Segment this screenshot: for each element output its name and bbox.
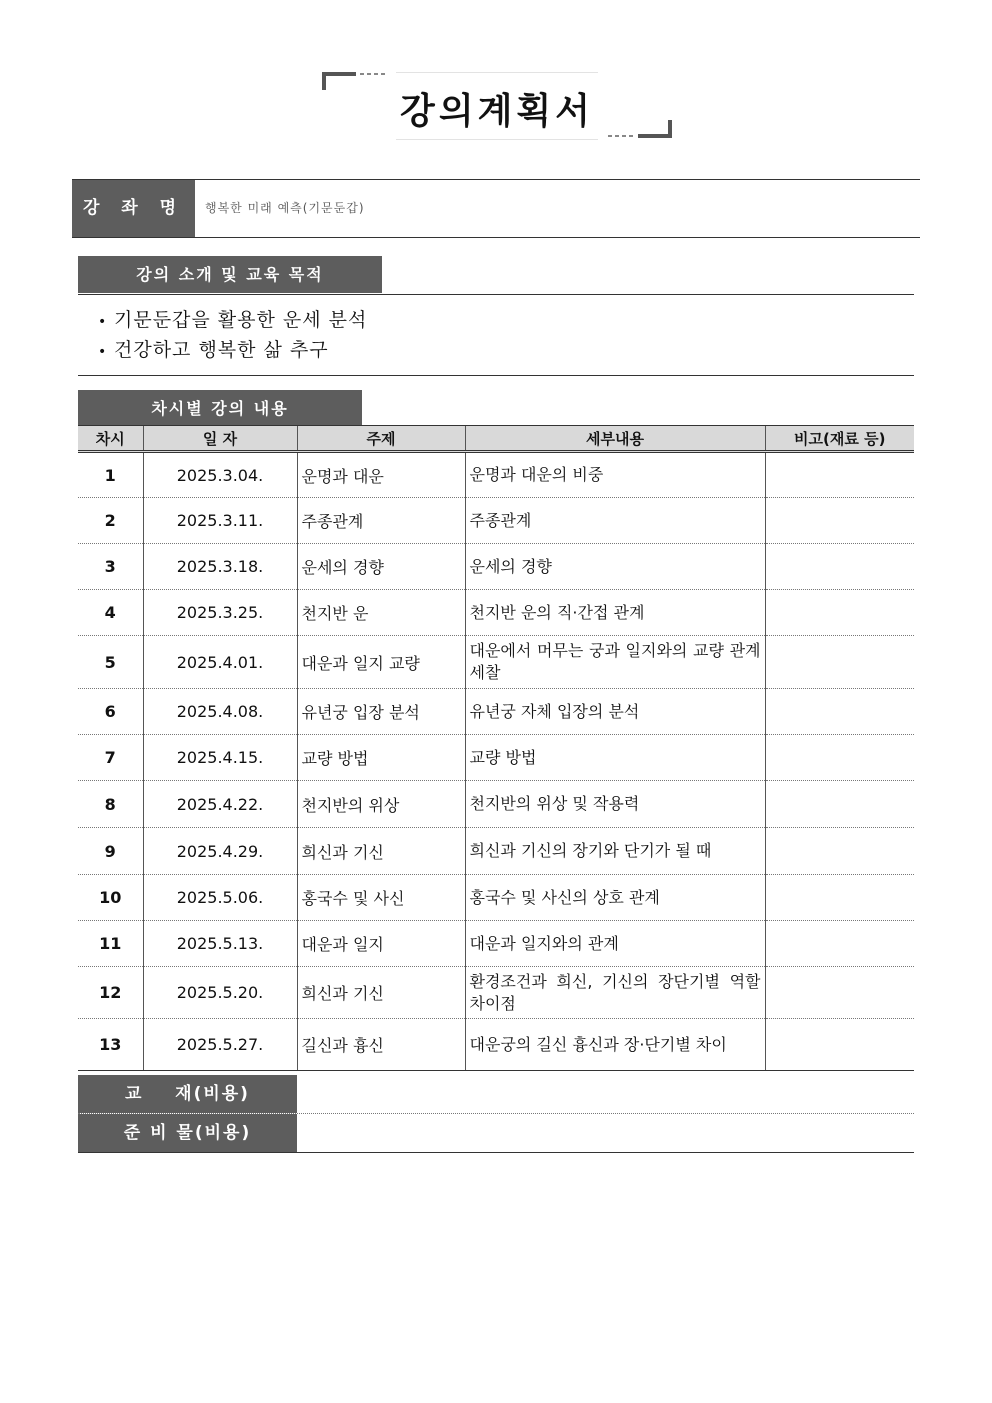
- table-row: [78, 452, 914, 498]
- session-note: [765, 781, 914, 828]
- session-number: 12: [78, 967, 143, 1019]
- session-detail: 희신과 기신의 장기와 단기가 될 때: [465, 828, 765, 875]
- session-topic: 유년궁 입장 분석: [297, 689, 465, 735]
- session-date: 2025.3.11.: [143, 498, 297, 544]
- session-detail: 유년궁 자체 입장의 분석: [465, 689, 765, 735]
- session-topic: 홍국수 및 사신: [297, 875, 465, 921]
- supplies-row: [78, 1114, 914, 1153]
- session-note: [765, 1019, 914, 1071]
- table-row: [78, 921, 914, 967]
- title-corner-decoration: [638, 134, 672, 138]
- session-topic: 교량 방법: [297, 735, 465, 781]
- session-note: [765, 921, 914, 967]
- table-row: [78, 636, 914, 689]
- session-note: [765, 452, 914, 498]
- table-row: [78, 781, 914, 828]
- course-name-label: 강 좌 명: [72, 180, 195, 237]
- title-corner-decoration: [668, 120, 672, 138]
- session-note: [765, 875, 914, 921]
- table-row: [78, 735, 914, 781]
- session-detail: 천지반 운의 직·간접 관계: [465, 590, 765, 636]
- session-note: [765, 590, 914, 636]
- session-note: [765, 689, 914, 735]
- intro-bullet-list: [98, 305, 367, 365]
- session-date: 2025.4.22.: [143, 781, 297, 828]
- table-row: [78, 875, 914, 921]
- session-detail: 홍국수 및 사신의 상호 관계: [465, 875, 765, 921]
- title-corner-decoration: [322, 72, 326, 90]
- bullet-icon: •: [98, 344, 108, 360]
- session-detail: 주종관계: [465, 498, 765, 544]
- divider: [78, 294, 914, 295]
- session-note: [765, 498, 914, 544]
- session-date: 2025.5.27.: [143, 1019, 297, 1071]
- session-date: 2025.3.04.: [143, 452, 297, 498]
- session-note: [765, 544, 914, 590]
- session-note: [765, 828, 914, 875]
- session-detail: 교량 방법: [465, 735, 765, 781]
- intro-bullet-text: 건강하고 행복한 삶 추구: [114, 339, 329, 361]
- title-block: [322, 72, 672, 138]
- table-row: [78, 689, 914, 735]
- intro-bullet-item: [98, 335, 367, 365]
- supplies-label: 준 비 물(비용): [78, 1114, 297, 1152]
- session-number: 11: [78, 921, 143, 967]
- header-note: 비고(재료 등): [765, 426, 914, 452]
- schedule-table: [78, 425, 914, 1071]
- session-date: 2025.4.01.: [143, 636, 297, 689]
- session-topic: 희신과 기신: [297, 828, 465, 875]
- supplies-value: [297, 1114, 914, 1152]
- title-dots-decoration: [608, 135, 634, 137]
- session-detail: 대운과 일지와의 관계: [465, 921, 765, 967]
- session-number: 9: [78, 828, 143, 875]
- session-detail: 천지반의 위상 및 작용력: [465, 781, 765, 828]
- session-topic: 대운과 일지 교량: [297, 636, 465, 689]
- schedule-section-label: 차시별 강의 내용: [78, 390, 362, 427]
- session-number: 2: [78, 498, 143, 544]
- table-header-row: [78, 426, 914, 452]
- course-name-row: [72, 179, 920, 238]
- session-note: [765, 967, 914, 1019]
- session-note: [765, 735, 914, 781]
- header-session: 차시: [78, 426, 143, 452]
- session-date: 2025.5.06.: [143, 875, 297, 921]
- title-box: [396, 72, 598, 140]
- table-row: [78, 498, 914, 544]
- session-detail: 운세의 경향: [465, 544, 765, 590]
- session-detail: 대운에서 머무는 궁과 일지와의 교량 관계 세찰: [465, 636, 765, 689]
- textbook-value: [297, 1075, 914, 1113]
- table-row: [78, 967, 914, 1019]
- textbook-label: 교 재(비용): [78, 1075, 297, 1113]
- table-row: [78, 1019, 914, 1071]
- session-number: 10: [78, 875, 143, 921]
- session-date: 2025.4.29.: [143, 828, 297, 875]
- session-detail: 환경조건과 희신, 기신의 장단기별 역할 차이점: [465, 967, 765, 1019]
- session-detail: 대운궁의 길신 흉신과 장·단기별 차이: [465, 1019, 765, 1071]
- session-number: 1: [78, 452, 143, 498]
- session-number: 5: [78, 636, 143, 689]
- intro-bullet-text: 기문둔갑을 활용한 운세 분석: [114, 309, 368, 331]
- header-topic: 주제: [297, 426, 465, 452]
- session-topic: 운세의 경향: [297, 544, 465, 590]
- divider: [78, 375, 914, 376]
- session-topic: 대운과 일지: [297, 921, 465, 967]
- table-row: [78, 544, 914, 590]
- session-date: 2025.4.15.: [143, 735, 297, 781]
- session-date: 2025.5.13.: [143, 921, 297, 967]
- session-topic: 천지반의 위상: [297, 781, 465, 828]
- table-row: [78, 828, 914, 875]
- session-topic: 운명과 대운: [297, 452, 465, 498]
- intro-section-label: 강의 소개 및 교육 목적: [78, 256, 382, 293]
- session-detail: 운명과 대운의 비중: [465, 452, 765, 498]
- session-number: 6: [78, 689, 143, 735]
- intro-bullet-item: [98, 305, 367, 335]
- session-number: 4: [78, 590, 143, 636]
- session-topic: 주종관계: [297, 498, 465, 544]
- session-topic: 희신과 기신: [297, 967, 465, 1019]
- header-date: 일 자: [143, 426, 297, 452]
- session-number: 3: [78, 544, 143, 590]
- title-dots-decoration: [360, 73, 386, 75]
- session-number: 13: [78, 1019, 143, 1071]
- textbook-row: [78, 1075, 914, 1114]
- session-date: 2025.5.20.: [143, 967, 297, 1019]
- title-corner-decoration: [322, 72, 356, 76]
- session-topic: 천지반 운: [297, 590, 465, 636]
- session-date: 2025.3.18.: [143, 544, 297, 590]
- session-topic: 길신과 흉신: [297, 1019, 465, 1071]
- bullet-icon: •: [98, 314, 108, 330]
- course-name-value: 행복한 미래 예측(기문둔갑): [205, 201, 365, 215]
- session-number: 8: [78, 781, 143, 828]
- session-date: 2025.3.25.: [143, 590, 297, 636]
- table-row: [78, 590, 914, 636]
- header-detail: 세부내용: [465, 426, 765, 452]
- session-note: [765, 636, 914, 689]
- page-title: 강의계획서: [400, 91, 594, 132]
- session-date: 2025.4.08.: [143, 689, 297, 735]
- session-number: 7: [78, 735, 143, 781]
